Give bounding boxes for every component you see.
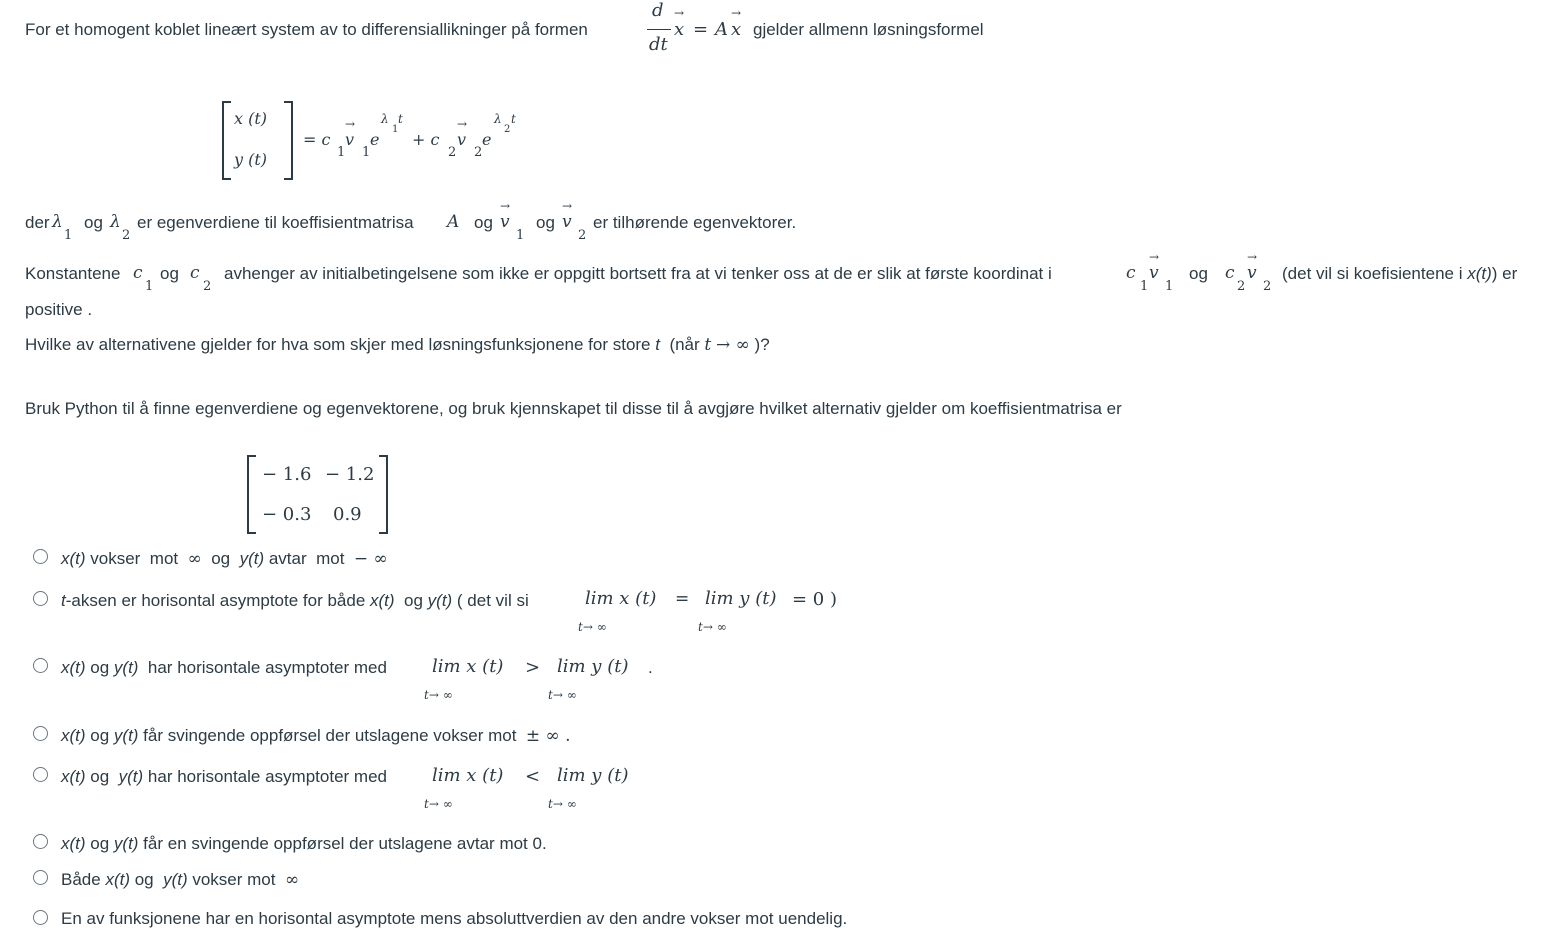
constants-c2-sub: 2 (203, 279, 212, 294)
matrix-a21: − 0.3 (262, 504, 312, 525)
formula-bracket-left (222, 101, 231, 180)
constants-og1: og (160, 264, 179, 283)
question-line: Hvilke av alternativene gjelder for hva som skjer med løsningsfunksjonene for store t (når t → ∞ )? (25, 335, 770, 355)
option-2-label[interactable]: t-aksen er horisontal asymptote for både x(t) og y(t) ( det vil si (61, 591, 529, 610)
matrix-a12: − 1.2 (325, 464, 375, 485)
option-3-greater: > (525, 657, 541, 678)
where-lambda2: λ (110, 212, 121, 232)
option-8-radio[interactable] (33, 910, 48, 925)
where-lambda1-sub: 1 (64, 228, 73, 243)
constants-start: Konstantene (25, 264, 121, 283)
intro-line (25, 20, 588, 40)
where-v2: → v (562, 212, 572, 232)
option-3-label[interactable]: x(t) og y(t) har horisontale asymptoter med (61, 658, 387, 677)
constants-c1v1-csub: 1 (1140, 279, 1149, 294)
constants-positive: positive . (25, 300, 93, 319)
formula-v1: → v (345, 130, 354, 149)
option-1-label[interactable]: x(t) vokser mot ∞ og y(t) avtar mot − ∞ (61, 549, 388, 569)
option-5-less: < (525, 766, 541, 787)
constants-c2v2-vsub: 2 (1263, 279, 1272, 294)
eq-x2-vector: → x (731, 19, 741, 40)
constants-c1-sub: 1 (145, 279, 154, 294)
formula-exp2-lambda: λ (494, 112, 502, 126)
where-A: A (447, 212, 460, 232)
constants-middle: avhenger av initialbetingelsene som ikke er oppgitt bortsett fra at vi tenker oss at de er slik at første koordinat i (224, 264, 1052, 283)
constants-c1v1-vsub: 1 (1165, 279, 1174, 294)
constants-c2v2-c: c (1225, 263, 1235, 283)
option-3-radio[interactable] (33, 658, 48, 673)
formula-y-t: y (t) (234, 150, 268, 169)
eq-A: A (715, 19, 728, 40)
where-lambda2-sub: 2 (122, 228, 131, 243)
where-og3: og (536, 213, 555, 232)
matrix-bracket-left (247, 455, 256, 534)
option-5-label[interactable]: x(t) og y(t) har horisontale asymptoter med (61, 767, 387, 786)
formula-c2-sub: 2 (448, 145, 457, 160)
option-3-lim-x: lim x (t) (432, 656, 504, 677)
formula-exp1-t: t (398, 112, 403, 126)
constants-c2v2-v: → v (1247, 263, 1257, 283)
constants-c1: c (133, 263, 143, 283)
option-2-equals: = (675, 589, 690, 609)
constants-paren: (det vil si koefisientene i x(t)) er (1282, 264, 1518, 283)
option-2-lim-x-sub: t→ ∞ (578, 620, 607, 634)
formula-e1: e (370, 130, 380, 149)
formula-v1-sub: 1 (362, 145, 371, 160)
formula-v2: → v (457, 130, 466, 149)
formula-exp1-lambda: λ (381, 112, 389, 126)
option-5-lim-y-sub: t→ ∞ (548, 797, 577, 811)
option-3-lim-y: lim y (t) (557, 656, 629, 677)
formula-exp2-t: t (511, 112, 516, 126)
formula-bracket-right (284, 101, 293, 180)
intro-after: gjelder allmenn løsningsformel (753, 20, 984, 39)
constants-c2: c (190, 263, 200, 283)
where-der: der (25, 213, 50, 232)
matrix-a22: 0.9 (333, 504, 362, 525)
constants-og2: og (1189, 264, 1208, 283)
option-1-radio[interactable] (33, 549, 48, 564)
where-v1: → v (500, 212, 510, 232)
constants-c2v2-csub: 2 (1237, 279, 1246, 294)
option-2-zero: = 0 ) (792, 589, 837, 610)
option-3-dot: . (648, 658, 653, 677)
option-2-lim-x: lim x (t) (585, 588, 657, 609)
where-lambda1: λ (52, 212, 63, 232)
option-7-label[interactable]: Både x(t) og y(t) vokser mot ∞ (61, 870, 300, 890)
intro-text: For et homogent koblet lineært system av to differensiallikninger på formen (25, 20, 588, 39)
option-7-radio[interactable] (33, 870, 48, 885)
constants-c1v1-v: → v (1149, 263, 1159, 283)
formula-rhs: = c (303, 130, 331, 149)
where-v2-sub: 2 (578, 228, 587, 243)
where-end: er tilhørende egenvektorer. (593, 213, 797, 232)
formula-exp1-sub: 1 (392, 124, 399, 135)
option-2-lim-y-sub: t→ ∞ (698, 620, 727, 634)
eq-x-vector: → x (674, 19, 684, 40)
option-5-lim-y: lim y (t) (557, 765, 629, 786)
eq-equals: = (693, 19, 709, 40)
option-2-radio[interactable] (33, 591, 48, 606)
matrix-a11: − 1.6 (262, 464, 312, 485)
formula-exp2-sub: 2 (504, 124, 511, 135)
option-6-radio[interactable] (33, 834, 48, 849)
option-8-label[interactable]: En av funksjonene har en horisontal asymptote mens absoluttverdien av den andre vokser mot uendelig. (61, 909, 848, 928)
where-og1: og (84, 213, 103, 232)
where-og2: og (474, 213, 493, 232)
formula-v2-sub: 2 (474, 145, 483, 160)
option-3-lim-x-sub: t→ ∞ (424, 688, 453, 702)
option-4-label[interactable]: x(t) og y(t) får svingende oppførsel der utslagene vokser mot ± ∞ . (61, 726, 571, 746)
eq-d: d (652, 0, 664, 21)
option-3-lim-y-sub: t→ ∞ (548, 688, 577, 702)
option-6-label[interactable]: x(t) og y(t) får en svingende oppførsel der utslagene avtar mot 0. (61, 834, 547, 853)
formula-e2: e (482, 130, 492, 149)
option-5-radio[interactable] (33, 767, 48, 782)
where-v1-sub: 1 (516, 228, 525, 243)
python-instruction: Bruk Python til å finne egenverdiene og egenvektorene, og bruk kjennskapet til disse til å avgjøre hvilket alternativ gjelder om koeffisientmatrisa er (25, 399, 1122, 418)
formula-x-t: x (t) (234, 109, 268, 128)
matrix-bracket-right (379, 455, 388, 534)
option-5-lim-x: lim x (t) (432, 765, 504, 786)
formula-plus: + c (412, 130, 440, 149)
option-4-radio[interactable] (33, 726, 48, 741)
constants-c1v1-c: c (1126, 263, 1136, 283)
fraction-bar (647, 29, 671, 30)
eq-dt: dt (649, 34, 668, 55)
option-5-lim-x-sub: t→ ∞ (424, 797, 453, 811)
option-2-lim-y: lim y (t) (705, 588, 777, 609)
where-text: er egenverdiene til koeffisientmatrisa (137, 213, 414, 232)
formula-c1-sub: 1 (337, 145, 346, 160)
